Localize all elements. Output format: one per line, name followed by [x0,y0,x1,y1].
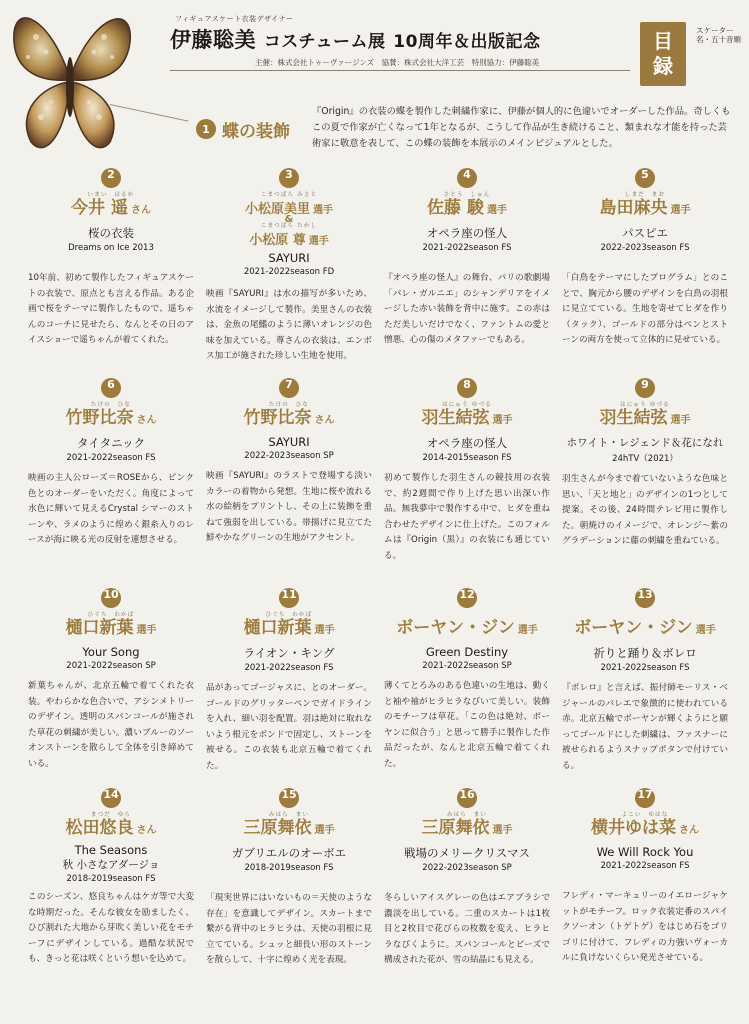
entry-description: 『オペラ座の怪人』の舞台、パリの歌劇場「パレ・ガルニエ」のシャンデリアをイメージした赤い装飾を背中に施す。この赤はただ美しいだけでなく、ファントムの愛と憎悪、心の傷のメタファーでもある。 [384,273,550,345]
entry-description: 「現実世界にはいないもの＝天使のような存在」を意識してデザイン。スカートまで繋がる背中のヒラヒラは、天使の羽根に見立てている。シュッと細長い形のストーンを散らして、十字に煌めく光を表現。 [206,893,372,965]
skater-name-text: 羽生結弦 [599,408,668,428]
season-label: 2014-2015season FS [422,453,512,463]
program-title: オペラ座の怪人 [426,226,508,240]
season-label: 2021-2022season FS [66,453,156,463]
skater-name [28,403,194,427]
skater-name-text: 松田悠良 [65,818,134,838]
entry-card [200,168,378,378]
program-title: タイタニック [76,436,146,450]
skater-ruby: いまい はるか [87,192,135,198]
skater-honorific: 選手 [670,205,691,216]
page-title [170,24,540,54]
skater-name [384,813,550,837]
program-title: 桜の衣装 [88,226,134,240]
program-title: ホワイト・レジェンド＆花になれ [566,437,724,449]
butterfly-ornament-icon [6,2,136,162]
season-label: 2018-2019season FS [66,874,156,884]
entry-card [22,168,200,378]
skater-ruby: ひぐち わかば [87,612,135,618]
skater-name [562,193,728,217]
season-label: 2022-2023season SP [422,863,512,873]
season-label: 2021-2022season FS [600,861,690,871]
entry-description: 初めて製作した羽生さんの競技用の衣装で、約2週間で作り上げた思い出深い作品。無我夢中で製作する中で、ヒダを重ね合わせたデザインに仕上げた。このフォルムは『Origin（黒）』の衣装にも通じている。 [384,473,550,561]
skater-name [206,813,372,837]
skater-honorific: さん [130,205,151,216]
skater-name [206,193,372,247]
entry-number-badge: 9 [635,378,655,398]
program-title: パスピエ [622,226,668,240]
skater-ruby: ひぐち わかば [265,612,313,618]
skater-name-text: 樋口新葉 [243,618,312,638]
entry-number-badge: 12 [457,588,477,608]
catalog-badge-char-1: 目 [653,29,673,53]
entries-grid [22,168,734,986]
skater-name [562,813,728,837]
skater-honorific: 選手 [670,415,691,426]
skater-honorific: 選手 [136,625,157,636]
entry-number-badge: 6 [101,378,121,398]
entry-card [556,168,734,378]
entry-card [378,378,556,588]
feature-number-badge: 1 [196,119,216,139]
skater-honorific: 選手 [313,205,333,216]
header-divider [170,70,630,71]
entry-number-badge: 8 [457,378,477,398]
skater-name-text: 羽生結弦 [421,408,490,428]
skater-honorific: 選手 [492,825,513,836]
season-label: 2021-2022season FS [422,243,512,253]
entry-description: 映画『SAYURI』のラストで登場する淡いカラーの着物から発想。生地に桜や流れる水の絵柄をプリントし、その上に装飾を重ねて強弱を出している。帯揚げに見立てた鮮やかなグリーンの生地がアクセント。 [206,471,372,543]
skater-ruby: たけの ひな [90,402,132,408]
season-label: 2021-2022season FD [243,267,335,277]
skater-honorific: さん [136,825,157,836]
ampersand: & [284,214,294,225]
entry-number-badge: 15 [279,788,299,808]
skater-name-text: 三原舞依 [243,818,312,838]
program-title: 祈りと踊り＆ボレロ [593,646,697,660]
skater-name-text: 小松原美里 [244,202,310,217]
skater-ruby: まつだ ゆら [90,812,132,818]
season-label: 2018-2019season FS [244,863,334,873]
skater-ruby: みはら まい [268,812,310,818]
entry-number-badge: 2 [101,168,121,188]
entry-number-badge: 10 [101,588,121,608]
program-title: ライオン・キング [243,646,335,660]
entry-card [200,378,378,588]
entry-number-badge: 5 [635,168,655,188]
skater-honorific: さん [136,415,157,426]
skater-name [562,403,728,427]
catalog-badge [640,22,686,86]
skater-ruby: よこい ゆはな [621,812,669,818]
entry-description: 映画の主人公ローズ＝ROSEから、ピンク色とのオーダーをいただく。角度によって水色に輝いて見えるCrystal シマーのストーンや、ラメのように煌めく銀糸入りのレースが海に映る光の反射を連想させる。 [28,473,194,545]
skater-ruby: たけの ひな [268,402,310,408]
skater-name-text: 小松原 尊 [249,233,306,248]
entry-card [556,378,734,588]
entry-number-badge: 13 [635,588,655,608]
entry-description: 「白鳥をテーマにしたプログラム」とのことで、胸元から腰のデザインを白鳥の羽根に見立てている。生地を寄せてヒダを作り（タック）、ゴールドの部分はペンとストーンの両方を使って立体的に見せている。 [562,273,728,345]
entry-card [22,378,200,588]
entry-card [378,168,556,378]
skater-name-text: 横井ゆは菜 [591,818,676,838]
entry-card [378,788,556,986]
skater-name [28,193,194,217]
entry-description: このシーズン、悠良ちゃんはケガ等で大変な時期だった。そんな彼女を励ましたく、ひび割れた大地から芽吹く美しい花をモチーフにデザインしている。過酷な状況でも、きっと花は咲くという想いを込めて。 [28,892,194,964]
program-title: The Seasons [74,843,148,857]
skater-name [384,403,550,427]
skater-honorific: 選手 [314,625,335,636]
entry-number-badge: 11 [279,588,299,608]
entry-card [200,788,378,986]
program-title: ガブリエルのオーボエ [231,846,347,860]
feature-title: 蝶の装飾 [222,122,290,142]
feature-description: 『Origin』の衣装の蝶を製作した刺繍作家に、伊藤が個人的に色違いでオーダーした作品。奇しくもこの夏で作家が亡くなって1年となるが、こうして作品が生き続けること、類まれな才能を持った芸術家に敬意を表して、この蝶の装飾を本展示のメインビジュアルとした。 [312,106,731,149]
skater-name [206,403,372,427]
skater-ruby: みはら まい [446,812,488,818]
skater-ruby: こまつばら みさと [260,192,318,198]
skater-honorific: 選手 [486,205,507,216]
skater-name [28,613,194,637]
entry-card [378,588,556,788]
skater-name [384,193,550,217]
skater-name-text: 樋口新葉 [65,618,134,638]
skater-name-text: 今井 遥 [71,198,128,218]
skater-name [28,813,194,837]
program-title: SAYURI [268,435,310,449]
season-label: 2022-2023season SP [244,451,334,461]
skater-name-text: 島田麻央 [599,198,668,218]
entry-description: フレディ・マーキュリーのイエロージャケットがモチーフ。ロック衣装定番のスパイクソーオン（トゲトゲ）をはじめ石をゴリゴリに付けて、フレディの力強いヴォーカルに負けないくらい発光させている。 [562,891,728,963]
skater-honorific: 選手 [314,825,335,836]
entry-number-badge: 16 [457,788,477,808]
skater-name-text: 三原舞依 [421,818,490,838]
skater-honorific: 選手 [308,236,329,247]
entry-number-badge: 4 [457,168,477,188]
season-label: 2021-2022season FS [600,663,690,673]
entry-card [22,788,200,986]
entry-number-badge: 7 [279,378,299,398]
skater-name [206,613,372,637]
skater-ruby: こまつばら たかし [260,223,318,229]
season-label: 24hTV（2021） [612,454,678,464]
entry-card [22,588,200,788]
entry-description: 冬らしいアイスグレーの色はエアブラシで濃淡を出している。二重のスカートは1枚目と2枚目で花びらの枚数を変え、ヒラヒラなびくように。スパンコールとビーズで構成された花が、雪の結晶にも見える。 [384,893,550,965]
title-designer-name: 伊藤聡美 [170,28,256,52]
season-label: 2021-2022season FS [244,663,334,673]
program-title: オペラ座の怪人 [426,436,508,450]
program-title: Green Destiny [425,645,509,659]
entry-card [556,788,734,986]
entry-description: 羽生さんが今まで着ていないような色味と思い、「天と地と」のデザインの1つとして提案。その後、24時間テレビ用に製作した。朝焼けのイメージで、オレンジ〜紫のグラデーションに藤の刺繍を重ねている。 [562,474,728,546]
entry-card [200,588,378,788]
skater-name-text: 竹野比奈 [65,408,134,428]
skater-name-text: ボーヤン・ジン [574,618,693,638]
program-subtitle: Dreams on Ice 2013 [68,243,154,253]
season-label: 2021-2022season SP [422,661,512,671]
skater-honorific: さん [314,415,335,426]
skater-honorific: 選手 [492,415,513,426]
skater-ruby: さとう しゅん [443,192,491,198]
entry-description: 『ボレロ』と言えば、振付師モーリス・ベジャールのバレエで象徴的に使われている赤。北京五輪でボーヤンが輝くようにと願ってゴールドにした刺繍は、ファスナーに被せられるようスナップボタンで付けている。 [562,683,728,771]
skater-ruby: しまだ まお [624,192,666,198]
header-subtitle: フィギュアスケート衣装デザイナー [175,15,294,23]
skater-name-text: 佐藤 駿 [427,198,484,218]
season-label: 2022-2023season FS [600,243,690,253]
entry-description: 品があってゴージャスに、とのオーダー。ゴールドのグリッターペンでガイドラインを入れ、細い羽を配置。羽は絶対に取れないよう根元をボンドで固定し、ストーンを被せる。この衣装も北京五輪で着てくれた。 [206,683,372,771]
entry-description: 映画『SAYURI』は水の描写が多いため、水流をイメージして製作。美里さんの衣装は、金魚の尾鰭のように薄いオレンジの色味を加えている。尊さんの衣装は、エンボス加工が施された珍しい生地を使用。 [206,289,372,361]
skater-name [562,613,728,637]
entry-number-badge: 3 [279,168,299,188]
skater-ruby: はにゅう ゆづる [620,402,670,408]
entry-number-badge: 14 [101,788,121,808]
program-title: 戦場のメリークリスマス [403,846,531,860]
skater-name [384,613,550,637]
header-credits: 主催：株式会社トゥーヴァージンズ 協賛：株式会社大洋工芸 特別協力：伊藤聡美 [255,58,540,67]
program-title: Your Song [82,645,140,659]
season-label: 2021-2022season SP [66,661,156,671]
entry-description: 10年前、初めて製作したフィギュアスケートの衣装で、原点とも言える作品。ある企画で桜をテーマに製作したもので、遥ちゃんのコーチに見せたら、なんとその日のアイスショーで遥ちゃんが着てくれた。 [28,273,194,345]
entry-card [556,588,734,788]
program-title: We Will Rock You [596,845,694,859]
skater-honorific: さん [679,825,699,836]
skater-name-text: 竹野比奈 [243,408,312,428]
skater-honorific: 選手 [695,625,716,636]
program-title: SAYURI [268,251,310,265]
entry-description: 新葉ちゃんが、北京五輪で着てくれた衣装。やわらかな色合いで、アシンメトリーのデザイン。透明のスパンコールが施された草花の刺繍が美しい。濃いブルーのソーオンストーンを散らして全体を引き締めている。 [28,681,194,769]
skater-name-text: ボーヤン・ジン [396,618,515,638]
catalog-badge-char-2: 録 [653,54,673,78]
sort-order-note: スケーター名・五十音順 [696,26,741,44]
skater-ruby: はにゅう ゆづる [442,402,492,408]
entry-number-badge: 17 [635,788,655,808]
title-exhibition: コスチューム展 [263,32,386,52]
entry-description: 薄くてとろみのある色違いの生地は、動くと袖や袖がヒラヒラなびいて美しい。装飾のモチーフは草花。「この色は絶対、ボーヤンに似合う」と思って勝手に製作した作品だったが、なんと北京五輪で着てくれた。 [384,681,550,769]
title-anniversary: 10周年＆出版記念 [393,32,541,52]
skater-honorific: 選手 [517,625,538,636]
program-subtitle: 秋 小さなアダージョ [62,859,160,871]
